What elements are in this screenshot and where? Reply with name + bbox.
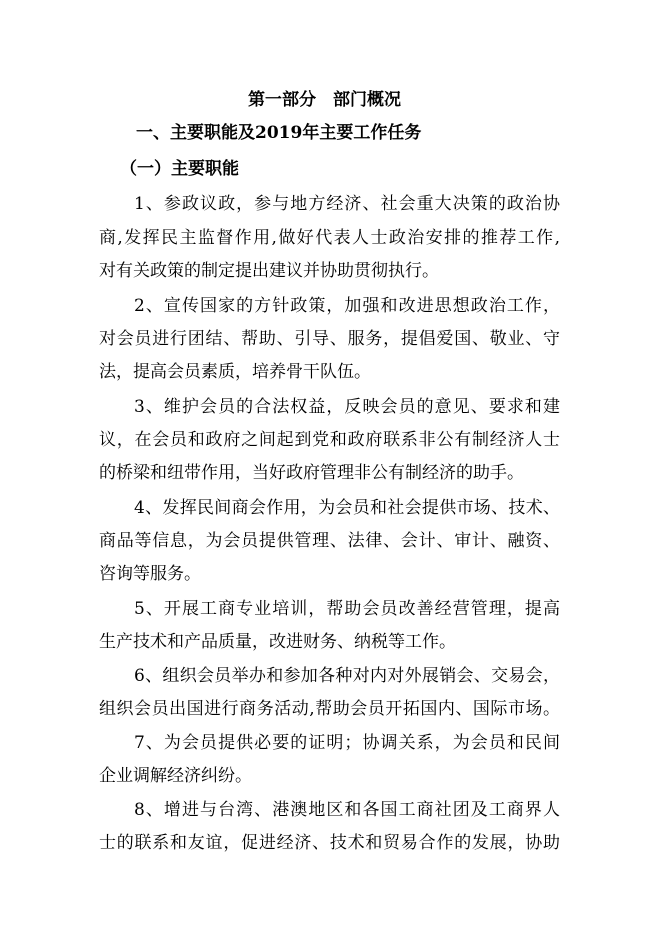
paragraph-8-line-2: 士的联系和友谊，促进经济、技术和贸易合作的发展，协助 bbox=[99, 833, 560, 853]
paragraph-2-line-2: 对会员进行团结、帮助、引导、服务，提倡爱国、敬业、守 bbox=[99, 329, 560, 349]
paragraph-1-line-3: 对有关政策的制定提出建议并协助贯彻执行。 bbox=[99, 261, 439, 281]
paragraph-1-line-2: 商,发挥民主监督作用,做好代表人士政治安排的推荐工作, bbox=[99, 228, 560, 248]
paragraph-3-line-3: 的桥梁和纽带作用，当好政府管理非公有制经济的助手。 bbox=[99, 463, 524, 483]
paragraph-7-line-2: 企业调解经济纠纷。 bbox=[99, 766, 252, 786]
paragraph-8-line-1: 8、增进与台湾、港澳地区和各国工商社团及工商界人 bbox=[134, 800, 560, 820]
section-heading: 一、主要职能及2019年主要工作任务 bbox=[136, 123, 422, 143]
subsection-heading: （一）主要职能 bbox=[120, 159, 239, 179]
paragraph-4-line-3: 咨询等服务。 bbox=[99, 564, 201, 584]
paragraph-1-line-1: 1、参政议政，参与地方经济、社会重大决策的政治协 bbox=[134, 194, 560, 214]
paragraph-5-line-2: 生产技术和产品质量，改进财务、纳税等工作。 bbox=[99, 632, 456, 652]
paragraph-6-line-1: 6、组织会员举办和参加各种对内对外展销会、交易会， bbox=[134, 666, 560, 686]
paragraph-6-line-2: 组织会员出国进行商务活动,帮助会员开拓国内、国际市场。 bbox=[99, 699, 560, 719]
paragraph-2-line-1: 2、宣传国家的方针政策，加强和改进思想政治工作， bbox=[134, 296, 560, 316]
paragraph-7-line-1: 7、为会员提供必要的证明；协调关系，为会员和民间 bbox=[134, 733, 560, 753]
paragraph-4-line-2: 商品等信息，为会员提供管理、法律、会计、审计、融资、 bbox=[99, 531, 560, 551]
paragraph-4-line-1: 4、发挥民间商会作用，为会员和社会提供市场、技术、 bbox=[134, 498, 560, 518]
paragraph-3-line-1: 3、维护会员的合法权益，反映会员的意见、要求和建 bbox=[134, 397, 560, 417]
page-title: 第一部分 部门概况 bbox=[248, 90, 401, 110]
paragraph-5-line-1: 5、开展工商专业培训，帮助会员改善经营管理，提高 bbox=[134, 599, 560, 619]
paragraph-2-line-3: 法，提高会员素质，培养骨干队伍。 bbox=[99, 362, 371, 382]
paragraph-3-line-2: 议，在会员和政府之间起到党和政府联系非公有制经济人士 bbox=[99, 430, 560, 450]
